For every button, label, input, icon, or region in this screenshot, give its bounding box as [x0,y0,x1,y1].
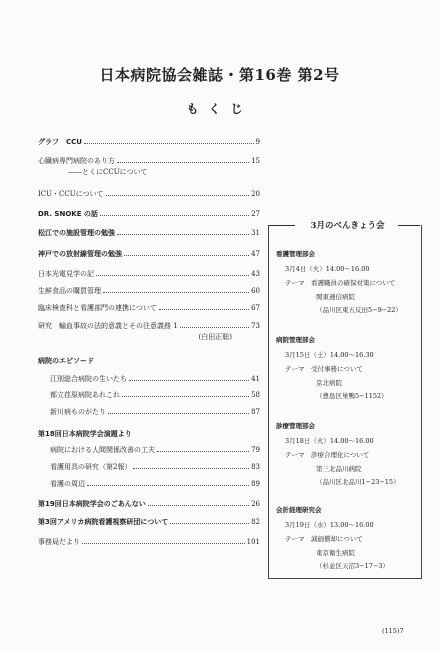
toc-leader-dots [117,234,249,235]
event-theme: テーマ 看護職員の確保対策について [285,279,396,287]
study-event [276,422,421,491]
toc-entry [38,138,260,147]
toc-leader-dots [159,309,249,310]
toc-row [38,357,260,366]
toc-entry [38,250,260,259]
toc-row [38,138,260,147]
study-box-title: 3月のべんきょう会 [310,221,385,231]
toc-row [38,270,260,279]
toc-title: 神戸での放射線管理の勉強 [38,250,122,258]
toc-entry [38,287,260,296]
toc-title: 研究 輸血事故の法的意義とその注意義務 1 [38,322,178,330]
toc-title: 松江での施設管理の勉強 [38,229,115,237]
toc-entry [38,500,260,509]
toc-title: 生鮮食品の購買管理 [38,287,101,295]
event-date: 3月18日（火）14.00〜16.00 [285,437,374,445]
toc-leader-dots [129,380,249,381]
toc-title: グラフ CCU [38,138,82,146]
toc-entry [38,518,260,527]
toc-leader-dots [100,215,249,216]
toc-page-number: 82 [251,518,260,526]
toc-leader-dots [117,162,249,163]
toc-title: 都立荏原病院あれこれ [50,391,120,399]
toc-leader-dots [108,413,249,414]
toc-page-number: 26 [251,500,260,508]
event-address: （豊島区巣鴨5−1152） [316,392,388,400]
toc-leader-dots [157,451,249,452]
event-theme: テーマ 診療合理化について [285,451,370,459]
toc-entry [38,270,260,279]
journal-title: 日本病院協会雑誌・第16巻 第2号 [99,66,340,84]
toc-row [38,210,260,219]
toc-entry [38,210,260,219]
toc-leader-dots [122,396,249,397]
toc-leader-dots [170,523,249,524]
toc-leader-dots [84,143,254,144]
toc-page-number: 31 [251,229,260,237]
toc-row [38,250,260,259]
toc-leader-dots [96,275,249,276]
toc-subtitle: ——とくにCCUについて [68,168,148,176]
event-date: 3月19日（水）13.00〜16.00 [285,521,374,529]
toc-page-number: 73 [251,322,260,330]
event-venue: 東京衛生病院 [316,549,355,557]
toc-page-number: 89 [251,480,260,488]
toc-row [38,538,260,547]
toc-row [38,287,260,296]
toc-page-number: 27 [251,210,260,218]
toc-row [38,518,260,527]
toc-page-number: 20 [251,190,260,198]
toc-title: 看護用具の研究（第2報） [50,463,132,471]
toc-page-number: 60 [251,287,260,295]
toc-row [38,190,260,199]
toc-entry [38,190,260,199]
toc-row [38,408,260,417]
toc-row [38,157,260,166]
event-name: 診療管理部会 [276,422,315,430]
toc-title: 看護の周辺 [50,480,85,488]
event-theme: テーマ 受付事務について [285,365,363,373]
toc-subtitle: (白田正聡) [198,333,232,341]
toc-page-number: 67 [251,304,260,312]
toc-title: 新川病ものがたり [50,408,106,416]
study-event [276,506,421,575]
event-address: （杉並区天沼3−17−3） [316,562,389,570]
toc-row [38,446,260,455]
toc-row [38,463,260,472]
toc-entry [38,463,260,472]
toc-row [38,480,260,489]
toc-page-number: 58 [251,391,260,399]
toc-entry [38,430,260,439]
toc-page-number: 101 [246,538,260,546]
toc-title: 第3回アメリカ病院看護視察研団について [38,518,169,526]
event-name: 会計経理研究会 [276,506,322,514]
toc-row [38,375,260,384]
event-venue: 京北病院 [316,379,342,387]
toc-entry [38,322,260,342]
event-address: （品川区東五反田5−9−22） [316,306,402,314]
toc-leader-dots [82,543,245,544]
event-name: 病院管理部会 [276,336,315,344]
toc-row [38,322,260,331]
event-address: （品川区北品川1−23−15） [316,478,400,486]
toc-row [38,229,260,238]
toc-title: ICU・CCUについて [38,190,104,198]
toc-leader-dots [87,485,249,486]
toc-row [38,391,260,400]
toc-entry [38,157,260,177]
toc-row [38,500,260,509]
page-number: (115)7 [382,627,404,635]
toc-page-number: 79 [251,446,260,454]
event-theme: テーマ 減価償却について [285,535,363,543]
toc-entry [38,357,260,366]
event-date: 3月4日（火）14.00〜16.00 [285,265,370,273]
toc-entry [38,229,260,238]
toc-entry [38,391,260,400]
toc-entry [38,538,260,547]
toc-title: 病院における人間関係改善の工夫 [50,446,155,454]
event-venue: 第三北品川病院 [316,465,362,473]
toc-entry [38,408,260,417]
study-event [276,250,421,319]
toc-title: 第19回日本病院学会のごあんない [38,500,146,508]
toc-row [38,304,260,313]
toc-page-number: 41 [251,375,260,383]
toc-title: 江別総合病院の生いたち [50,375,127,383]
toc-page-number: 47 [251,250,260,258]
toc-leader-dots [180,327,249,328]
study-event [276,336,421,405]
toc-entry [38,375,260,384]
toc-page-number: 15 [251,157,260,165]
contents-heading: もくじ [186,102,253,116]
toc-entry [38,304,260,313]
toc-page-number: 9 [255,138,260,146]
toc-entry [38,480,260,489]
toc-row [38,430,260,439]
toc-leader-dots [103,292,249,293]
toc-page-number: 43 [251,270,260,278]
event-venue: 関東逓信病院 [316,293,355,301]
toc-leader-dots [148,505,249,506]
toc-entry [38,446,260,455]
toc-leader-dots [124,255,249,256]
toc-leader-dots [106,195,250,196]
toc-title: 心臓病専門病院のあり方 [38,157,115,165]
toc-title: 臨床検査科と看護部門の連携について [38,304,157,312]
toc-page-number: 83 [251,463,260,471]
toc-title: 事務局だより [38,538,80,546]
toc-title: 第18回日本病院学会演題より [38,430,132,438]
toc-title: DR. SNOKE の話 [38,210,98,218]
toc-title: 日本光電見学の記 [38,270,94,278]
toc-title: 病院のエピソード [38,357,94,365]
toc-page-number: 87 [251,408,260,416]
event-date: 3月15日（土）14.00〜16.30 [285,351,374,359]
toc-leader-dots [133,468,249,469]
event-name: 看護管理部会 [276,250,315,258]
